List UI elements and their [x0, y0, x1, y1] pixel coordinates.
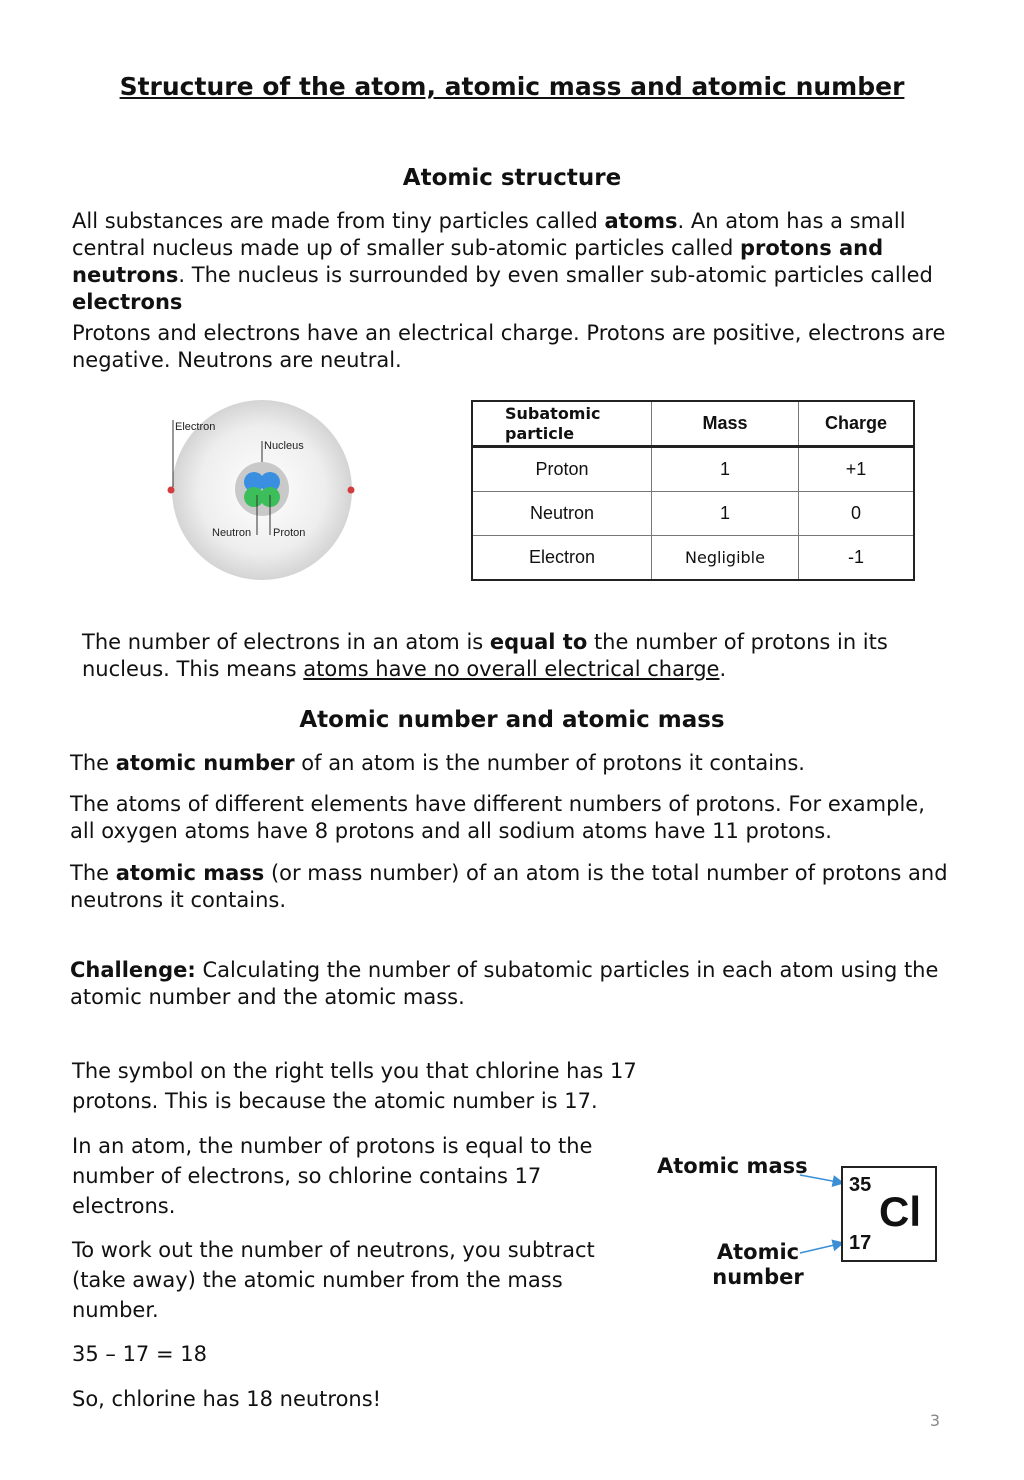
text-run-underline: atoms have no overall electrical charge [303, 657, 720, 681]
label-atomic-number-line2: number [712, 1265, 804, 1289]
text-run: All substances are made from tiny particles called [72, 209, 605, 233]
cell-charge: +1 [799, 447, 915, 492]
header-mass: Mass [652, 401, 799, 447]
header-subatomic-particle: Subatomic particle [472, 401, 652, 447]
table-row [472, 492, 914, 536]
text-run-bold: atomic number [115, 751, 295, 775]
cell-particle: Electron [472, 536, 652, 581]
element-symbol-box [841, 1166, 937, 1262]
cell-mass: Negligible [652, 536, 799, 581]
subatomic-table [471, 400, 915, 581]
text-run: . [719, 657, 727, 681]
table-row [472, 447, 914, 492]
arrow-to-mass [800, 1175, 843, 1183]
paragraph-atomic-number [70, 750, 950, 777]
cell-particle: Neutron [472, 492, 652, 536]
cell-mass: 1 [652, 492, 799, 536]
text-run: (or mass number) of an atom is the total number of protons and neutrons it contains. [70, 861, 948, 912]
paragraph-atomic-mass [70, 860, 960, 914]
label-nucleus: Nucleus [264, 440, 304, 452]
text-run-bold: electrons [72, 290, 183, 314]
electron-dot [348, 487, 355, 494]
element-atomic-number: 17 [849, 1232, 872, 1254]
challenge-label: Challenge: [70, 958, 196, 982]
text-run-bold: protons and neutrons [72, 236, 884, 287]
paragraph-chlorine-protons: The symbol on the right tells you that chlorine has 17 protons. This is because the atomic number is 17. [72, 1059, 637, 1113]
label-atomic-mass: Atomic mass [657, 1154, 808, 1178]
paragraph-chlorine-electrons: In an atom, the number of protons is equal to the number of electrons, so chlorine contains 17 electrons. [72, 1134, 593, 1218]
table-header-row [472, 401, 914, 447]
section-heading-atomic-structure: Atomic structure [402, 165, 622, 191]
text-run: The [70, 751, 116, 775]
text-run: . The nucleus is surrounded by even smaller sub-atomic particles called [178, 263, 933, 287]
paragraph-equal-charge [82, 629, 942, 683]
label-proton: Proton [273, 527, 306, 539]
label-neutron: Neutron [212, 527, 252, 539]
cell-particle: Proton [472, 447, 652, 492]
electron-dot [168, 487, 175, 494]
text-run: . An atom has a small central nucleus made up of smaller sub-atomic particles called [72, 209, 906, 260]
paragraph-neutron-method: To work out the number of neutrons, you subtract (take away) the atomic number from the mass number. [72, 1238, 595, 1322]
text-run: the number of protons in its nucleus. This means [82, 630, 888, 681]
arrow-to-number [800, 1243, 843, 1253]
element-symbol: Cl [879, 1188, 921, 1235]
cell-charge: 0 [799, 492, 915, 536]
element-mass-number: 35 [849, 1174, 872, 1196]
paragraph-conclusion: So, chlorine has 18 neutrons! [72, 1387, 382, 1411]
text-run-bold: atomic mass [115, 861, 265, 885]
text-run: The [70, 861, 116, 885]
table-row [472, 536, 914, 581]
calculation: 35 – 17 = 18 [72, 1342, 207, 1366]
page-number: 3 [929, 1411, 940, 1430]
paragraph-challenge [70, 957, 950, 1011]
nucleus-region [235, 462, 289, 516]
label-atomic-number-line1: Atomic [716, 1240, 800, 1264]
paragraph-atoms [72, 208, 942, 316]
section-heading-atomic-number-mass: Atomic number and atomic mass [299, 707, 725, 733]
cell-charge: -1 [799, 536, 915, 581]
text-run-bold: atoms [604, 209, 678, 233]
text-run: The number of electrons in an atom is [82, 630, 490, 654]
header-charge: Charge [799, 401, 915, 447]
cell-mass: 1 [652, 447, 799, 492]
page-title: Structure of the atom, atomic mass and atomic number [119, 72, 905, 101]
paragraph-charges: Protons and electrons have an electrical charge. Protons are positive, electrons are negative. Neutrons are neutral. [72, 321, 946, 372]
paragraph-different-elements: The atoms of different elements have different numbers of protons. For example, all oxygen atoms have 8 protons and all sodium atoms have 11 protons. [70, 792, 925, 843]
text-run: Calculating the number of subatomic particles in each atom using the atomic number and the atomic mass. [70, 958, 939, 1009]
text-run-bold: equal to [489, 630, 588, 654]
text-run: of an atom is the number of protons it contains. [294, 751, 805, 775]
label-electron: Electron [175, 421, 216, 433]
